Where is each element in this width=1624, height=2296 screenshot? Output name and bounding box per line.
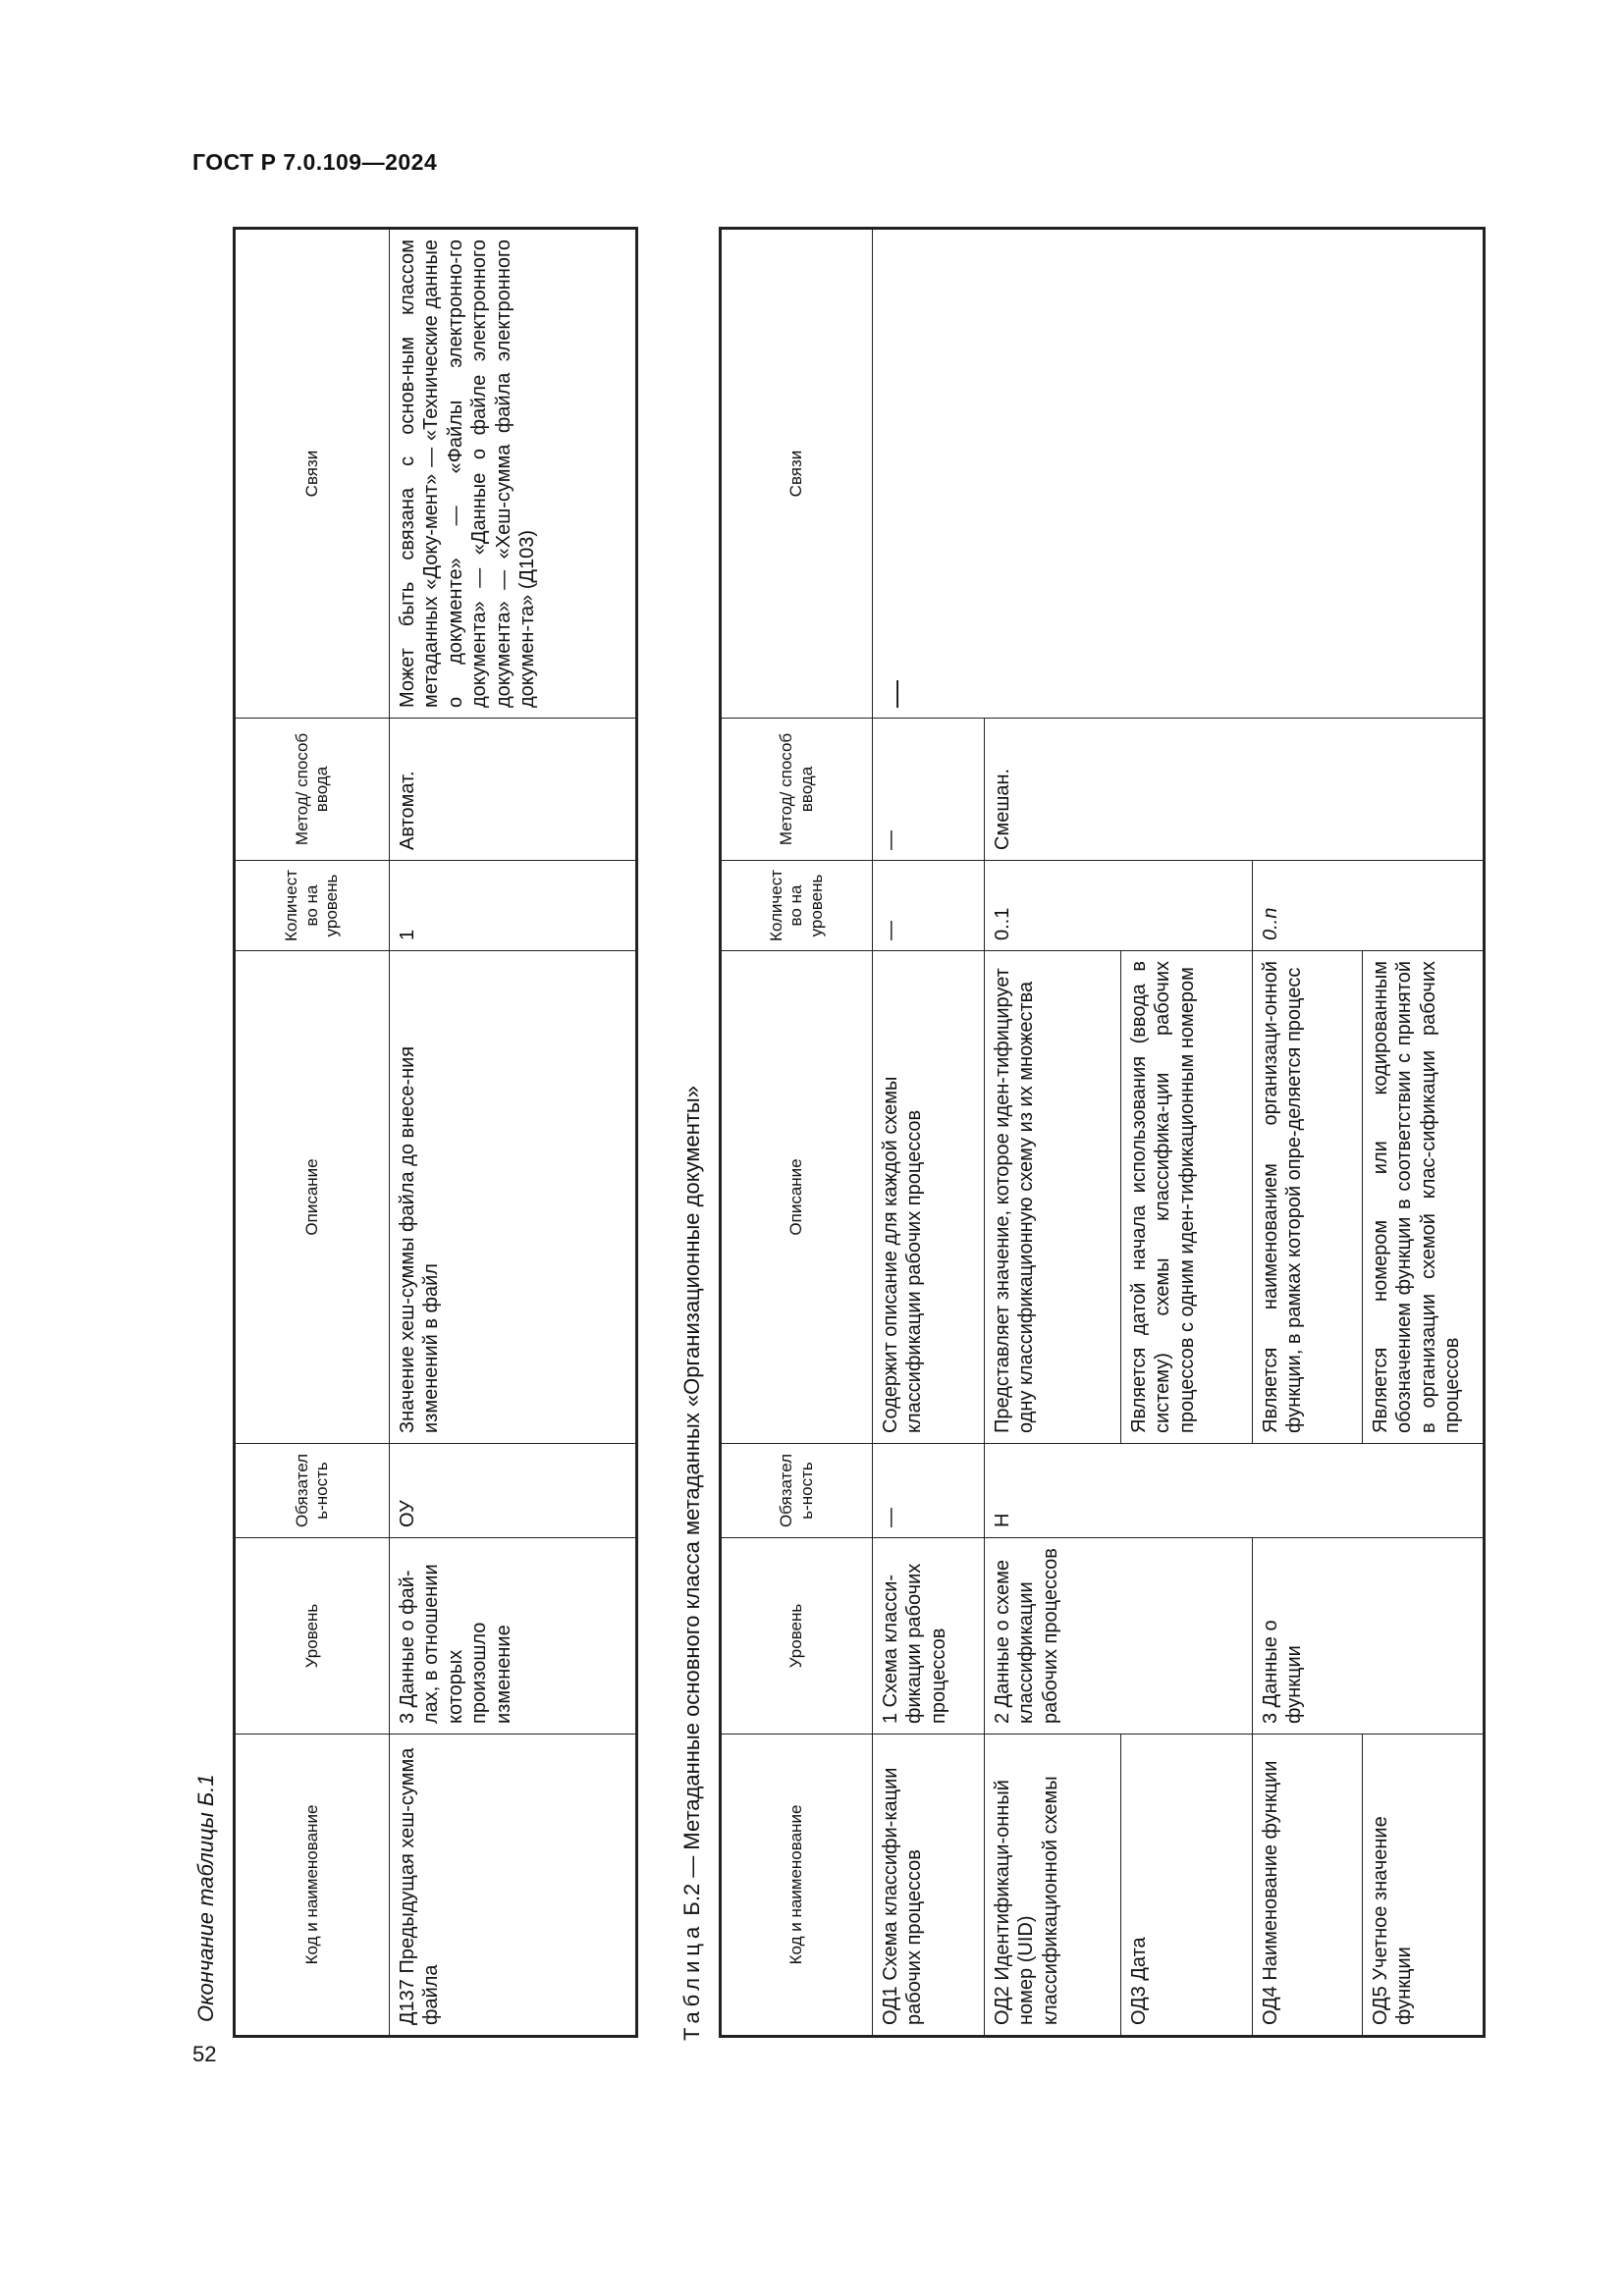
table1-wrapper (233, 227, 638, 2038)
cell-method: Смешан. (985, 719, 1485, 861)
table-row (873, 229, 985, 2037)
table2-caption-prefix: Таблица (679, 1921, 704, 2041)
table2 (719, 227, 1486, 2038)
cell-code: ОД3 Дата (1121, 1735, 1253, 2037)
cell-description: Является номером или кодированным обозначением функции в соответствии с принятой в организации схемой клас-сификации рабочих процессов (1363, 951, 1485, 1444)
col-header-code: Код и наименование (721, 1735, 873, 2037)
table1 (233, 227, 638, 2038)
table-row (390, 229, 637, 2037)
cell-description: Представляет значение, которое иден-тифицирует одну классификационную схему из их множества (985, 951, 1121, 1444)
cell-links: Может быть связана с основ-ным классом метаданных «Доку-мент» — «Технические данные о документе» — «Файлы электронно-го документа» — «Данные о файле электронного документа» — «Хеш-сумма файла электронного докумен-та» (Д103) (390, 229, 637, 719)
cell-level: 3 Данные о фай-лах, в отношении которых произошло изменение (390, 1538, 637, 1735)
col-header-level: Уровень (721, 1538, 873, 1735)
page-number: 52 (192, 2042, 217, 2066)
table1-caption: Окончание таблицы Б.1 (193, 1774, 218, 2022)
cell-description: Значение хеш-суммы файла до внесе-ния изменений в файл (390, 951, 637, 1444)
cell-quantity (1121, 861, 1253, 951)
cell-obligation: ОУ (390, 1444, 637, 1538)
cell-quantity: 0..1 (985, 861, 1121, 951)
cell-level: 3 Данные о функции (1253, 1538, 1363, 1735)
col-header-obligation: Обязатель-ность (235, 1444, 390, 1538)
col-header-level: Уровень (235, 1538, 390, 1735)
cell-code: ОД4 Наименование функции (1253, 1735, 1363, 2037)
table2-caption (679, 1086, 705, 2041)
document-header: ГОСТ Р 7.0.109—2024 (192, 149, 438, 175)
cell-level: 2 Данные о схеме классификации рабочих процессов (985, 1538, 1121, 1735)
cell-obligation: Н (985, 1444, 1485, 1538)
cell-quantity (1363, 861, 1485, 951)
col-header-links: Связи (235, 229, 390, 719)
col-header-method: Метод/ способ ввода (721, 719, 873, 861)
col-header-quantity: Количество на уровень (721, 861, 873, 951)
col-header-code: Код и наименование (235, 1735, 390, 2037)
cell-description: Является датой начала использования (ввода в систему) схемы классифика-ции рабочих процессов с одним иден-тификационным номером (1121, 951, 1253, 1444)
col-header-links: Связи (721, 229, 873, 719)
cell-quantity: 0..n (1253, 861, 1363, 951)
cell-description: Содержит описание для каждой схемы классификации рабочих процессов (873, 951, 985, 1444)
cell-quantity: 1 (390, 861, 637, 951)
cell-links: — (873, 229, 1485, 719)
cell-method: Автомат. (390, 719, 637, 861)
cell-level (1363, 1538, 1485, 1735)
cell-quantity: — (873, 861, 985, 951)
cell-code: ОД1 Схема классифи-кации рабочих процессов (873, 1735, 985, 2037)
cell-level (1121, 1538, 1253, 1735)
cell-level: 1 Схема класси-фикации рабочих процессов (873, 1538, 985, 1735)
col-header-description: Описание (721, 951, 873, 1444)
cell-code: ОД2 Идентификаци-онный номер (UID) классификационной схемы (985, 1735, 1121, 2037)
cell-description: Является наименованием организаци-онной функции, в рамках которой опре-деляется процесс (1253, 951, 1363, 1444)
cell-obligation: — (873, 1444, 985, 1538)
col-header-method: Метод/ способ ввода (235, 719, 390, 861)
col-header-obligation: Обязатель-ность (721, 1444, 873, 1538)
table2-caption-text: Б.2 — Метаданные основного класса метаданных «Организационные документы» (679, 1086, 704, 1916)
cell-code: ОД5 Учетное значение функции (1363, 1735, 1485, 2037)
cell-method: — (873, 719, 985, 861)
col-header-description: Описание (235, 951, 390, 1444)
cell-code: Д137 Предыдущая хеш-сумма файла (390, 1735, 637, 2037)
col-header-quantity: Количество на уровень (235, 861, 390, 951)
table2-wrapper (719, 227, 1486, 2038)
